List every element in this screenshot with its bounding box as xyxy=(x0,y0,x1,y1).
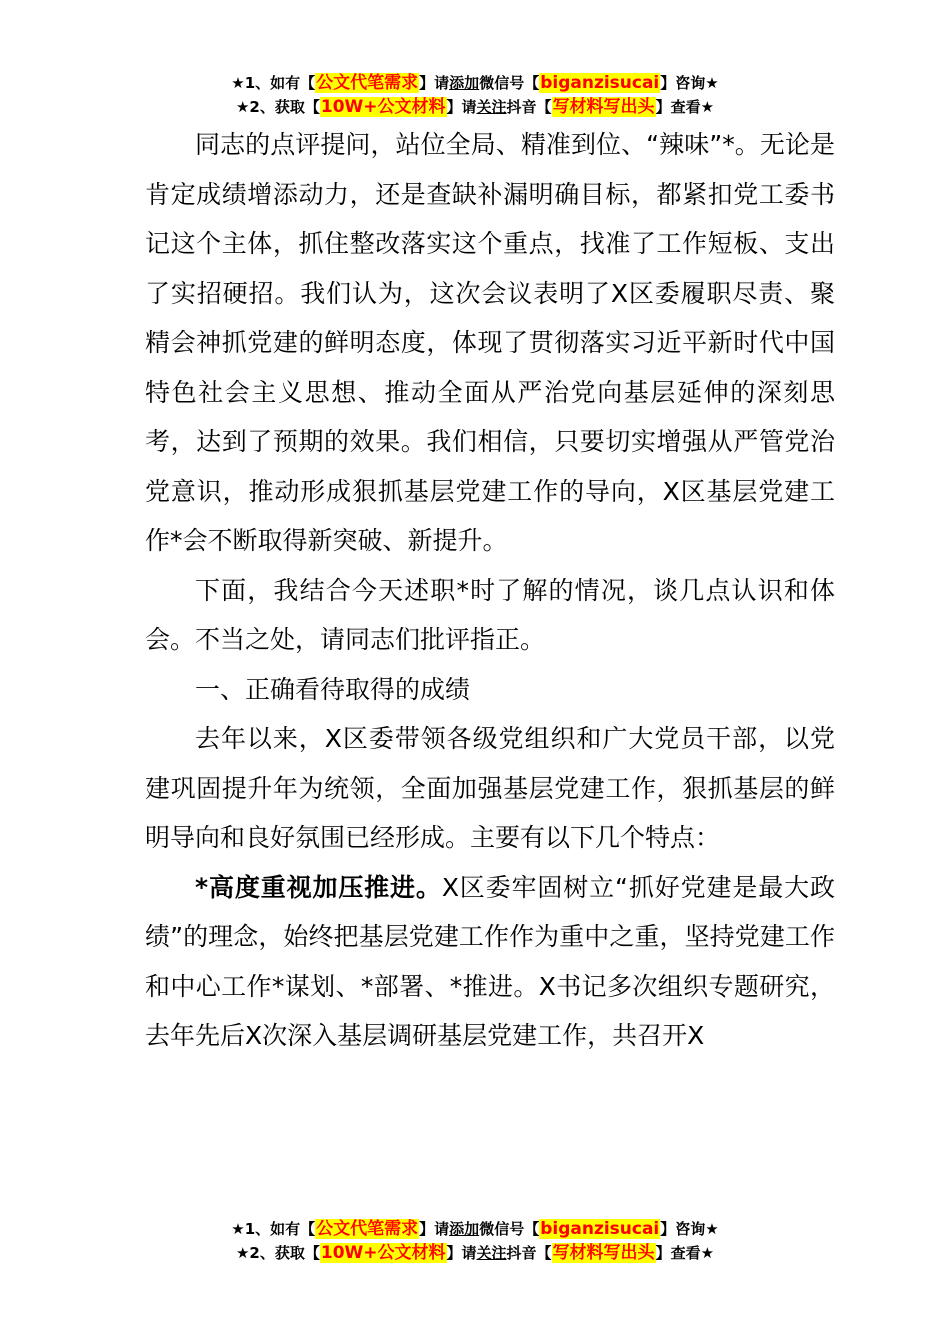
banner-text: ★2、获取【 xyxy=(235,98,320,116)
highlight-douyin-account: 写材料写出头 xyxy=(552,97,655,117)
banner-underlined-word: 关注 xyxy=(476,98,507,116)
paragraph-4-lead: *高度重视加压推进。 xyxy=(195,872,442,902)
document-body xyxy=(145,120,835,1061)
banner-text: ★1、如有【 xyxy=(231,74,316,92)
paragraph-1: 同志的点评提问，站位全局、精准到位、“辣味”*。无论是肯定成绩增添动力，还是查缺补漏明确目标，都紧扣党工委书记这个主体，抓住整改落实这个重点，找准了工作短板、支出了实招硬招。我们认为，这次会议表明了X区委履职尽责、聚精会神抓党建的鲜明态度，体现了贯彻落实习近平新时代中国特色社会主义思想、推动全面从严治党向基层延伸的深刻思考，达到了预期的效果。我们相信，只要切实增强从严管党治党意识，推动形成狠抓基层党建工作的导向，X区基层党建工作*会不断取得新突破、新提升。 xyxy=(145,130,835,555)
banner-text: 】查看★ xyxy=(655,98,715,116)
banner-underlined-word: 添加 xyxy=(449,1220,480,1238)
banner-line-2 xyxy=(0,95,950,119)
paragraph-2: 下面，我结合今天述职*时了解的情况，谈几点认识和体会。不当之处，请同志们批评指正。 xyxy=(145,575,835,654)
banner-line-1 xyxy=(0,71,950,95)
paragraph-4 xyxy=(145,863,835,1061)
highlight-service: 公文代笔需求 xyxy=(316,1219,419,1239)
banner-text: 】请 xyxy=(446,98,477,116)
banner-text: 】咨询★ xyxy=(660,74,719,92)
banner-text: 】咨询★ xyxy=(660,1220,719,1238)
section-heading-1: 一、正确看待取得的成绩 xyxy=(195,674,471,704)
banner-line-2 xyxy=(0,1241,950,1265)
banner-text: ★1、如有【 xyxy=(231,1220,316,1238)
banner-text: 微信号【 xyxy=(479,74,540,92)
banner-text: 抖音【 xyxy=(506,1244,552,1262)
banner-underlined-word: 关注 xyxy=(476,1244,507,1262)
banner-text: 抖音【 xyxy=(506,98,552,116)
banner-line-1 xyxy=(0,1217,950,1241)
highlight-service: 公文代笔需求 xyxy=(316,73,419,93)
highlight-douyin-account: 写材料写出头 xyxy=(552,1243,655,1263)
header-banner xyxy=(0,71,950,119)
highlight-wechat-id: biganzisucai xyxy=(540,1219,660,1239)
highlight-materials: 10W+公文材料 xyxy=(320,1243,446,1263)
banner-text: 】请 xyxy=(419,1220,450,1238)
highlight-wechat-id: biganzisucai xyxy=(540,73,660,93)
banner-text: 微信号【 xyxy=(479,1220,540,1238)
banner-underlined-word: 添加 xyxy=(449,74,480,92)
footer-banner xyxy=(0,1217,950,1265)
highlight-materials: 10W+公文材料 xyxy=(320,97,446,117)
paragraph-4-text: X区委牢固树立“抓好党建是最大政绩”的理念，始终把基层党建工作作为重中之重，坚持党建工作和中心工作*谋划、*部署、*推进。X书记多次组织专题研究，去年先后X次深入基层调研基层党建工作，共召开X xyxy=(145,872,835,1050)
paragraph-3: 去年以来，X区委带领各级党组织和广大党员干部，以党建巩固提升年为统领，全面加强基层党建工作，狠抓基层的鲜明导向和良好氛围已经形成。主要有以下几个特点： xyxy=(145,724,835,852)
banner-text: ★2、获取【 xyxy=(235,1244,320,1262)
banner-text: 】请 xyxy=(419,74,450,92)
banner-text: 】查看★ xyxy=(655,1244,715,1262)
banner-text: 】请 xyxy=(446,1244,477,1262)
